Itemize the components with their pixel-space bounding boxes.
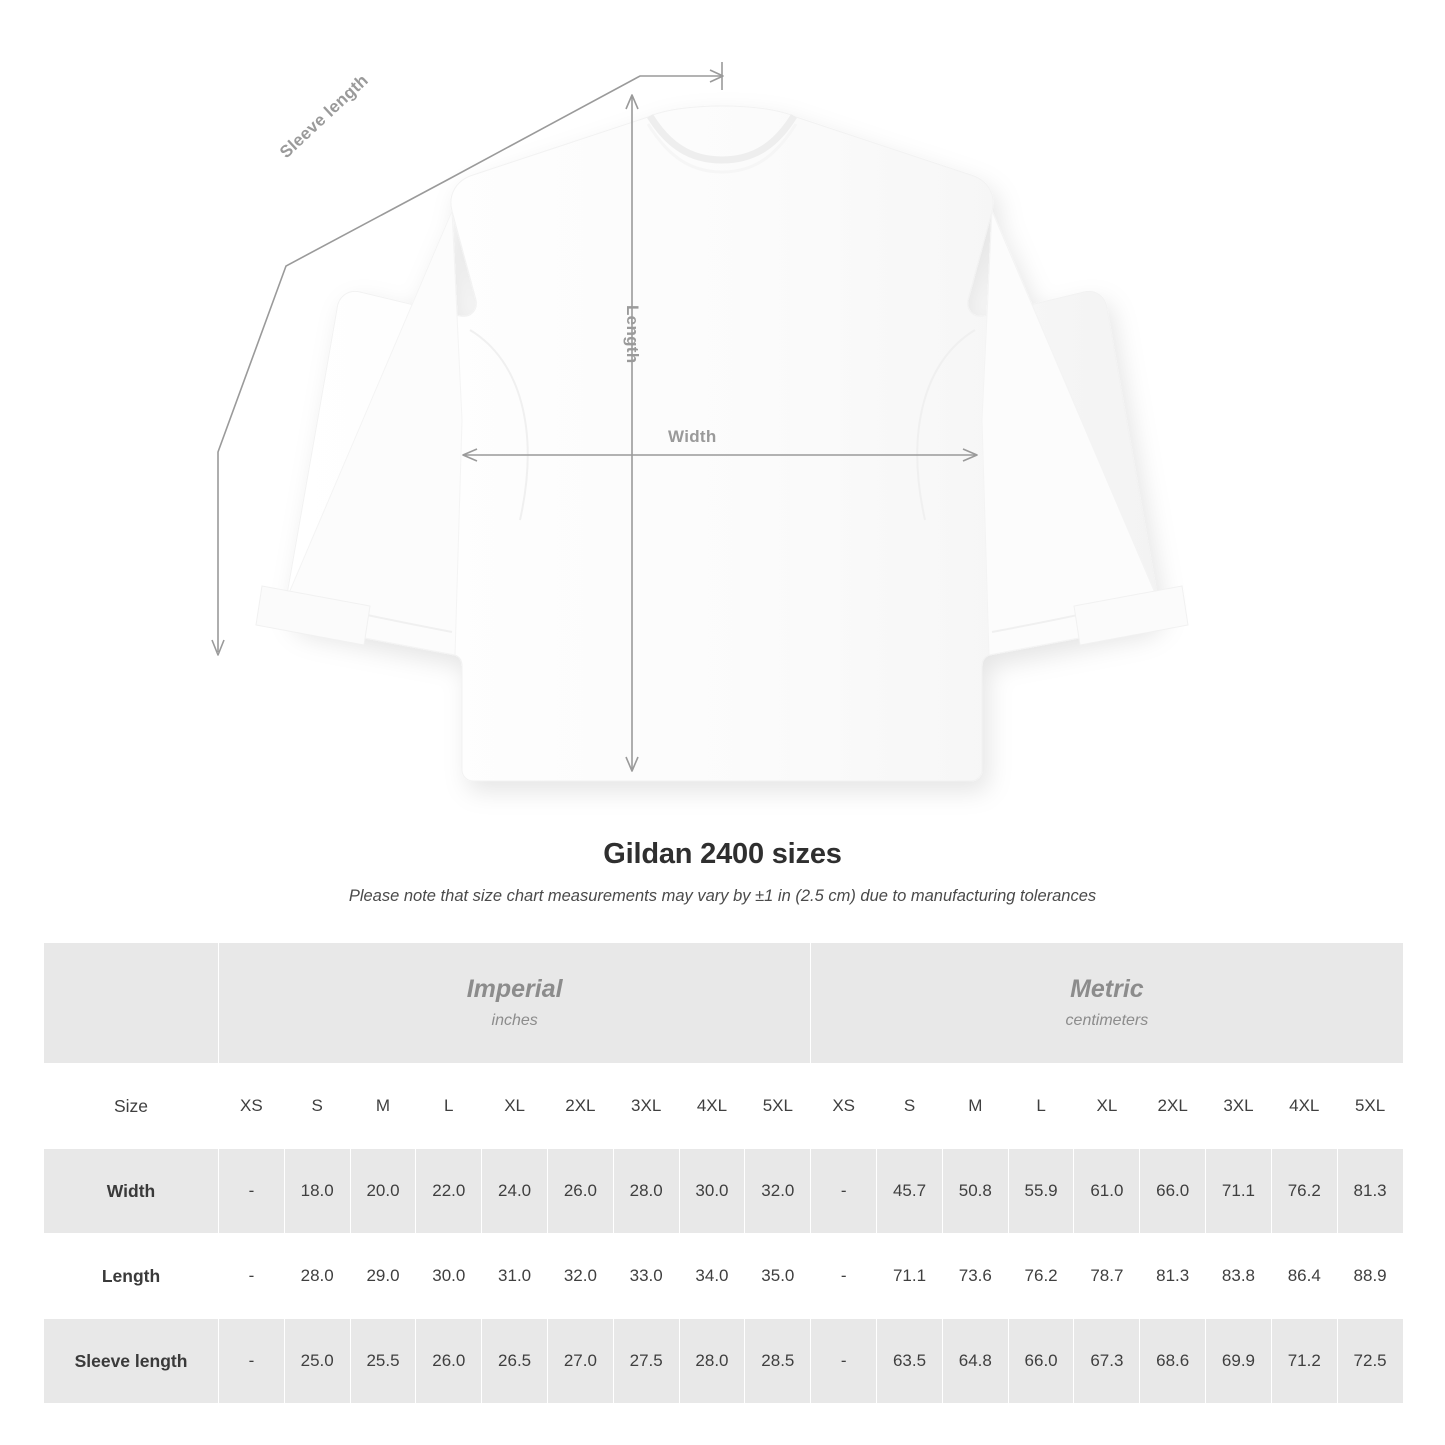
cell-width-imperial-5xl: 32.0 — [745, 1149, 811, 1234]
cell-sleeve-metric-4xl: 71.2 — [1271, 1319, 1337, 1404]
cell-length-metric-5xl: 88.9 — [1337, 1234, 1403, 1319]
cell-sleeve-metric-xs: - — [811, 1319, 877, 1404]
cell-length-metric-xl: 78.7 — [1074, 1234, 1140, 1319]
corner-cell — [44, 943, 219, 1064]
cell-length-metric-4xl: 86.4 — [1271, 1234, 1337, 1319]
cell-sleeve-imperial-3xl: 27.5 — [613, 1319, 679, 1404]
cell-length-metric-3xl: 83.8 — [1206, 1234, 1272, 1319]
cell-length-imperial-3xl: 33.0 — [613, 1234, 679, 1319]
header-imperial-l: L — [416, 1064, 482, 1149]
cell-sleeve-imperial-m: 25.5 — [350, 1319, 416, 1404]
header-imperial-2xl: 2XL — [547, 1064, 613, 1149]
cell-width-metric-xl: 61.0 — [1074, 1149, 1140, 1234]
shirt-body — [286, 106, 1159, 781]
header-imperial-m: M — [350, 1064, 416, 1149]
system-metric-unit: centimeters — [1065, 1011, 1149, 1029]
cell-sleeve-imperial-xs: - — [219, 1319, 285, 1404]
table-row — [44, 1319, 1404, 1404]
header-imperial-xs: XS — [219, 1064, 285, 1149]
cell-width-metric-2xl: 66.0 — [1140, 1149, 1206, 1234]
row-label-length: Length — [44, 1234, 219, 1319]
table-row — [44, 1149, 1404, 1234]
cell-width-metric-l: 55.9 — [1008, 1149, 1074, 1234]
unit-system-header-row — [44, 943, 1404, 1064]
cell-sleeve-imperial-4xl: 28.0 — [679, 1319, 745, 1404]
system-imperial — [219, 943, 811, 1064]
cell-width-imperial-xl: 24.0 — [482, 1149, 548, 1234]
cell-width-metric-m: 50.8 — [942, 1149, 1008, 1234]
cell-width-metric-4xl: 76.2 — [1271, 1149, 1337, 1234]
header-metric-m: M — [942, 1064, 1008, 1149]
header-metric-4xl: 4XL — [1271, 1064, 1337, 1149]
row-label-sleeve-length: Sleeve length — [44, 1319, 219, 1404]
cell-width-imperial-m: 20.0 — [350, 1149, 416, 1234]
system-imperial-unit: inches — [491, 1011, 538, 1029]
cell-width-imperial-3xl: 28.0 — [613, 1149, 679, 1234]
header-metric-l: L — [1008, 1064, 1074, 1149]
header-imperial-3xl: 3XL — [613, 1064, 679, 1149]
table-row — [44, 1234, 1404, 1319]
cell-width-imperial-l: 22.0 — [416, 1149, 482, 1234]
cell-width-imperial-s: 18.0 — [284, 1149, 350, 1234]
cell-sleeve-imperial-5xl: 28.5 — [745, 1319, 811, 1404]
cell-sleeve-metric-xl: 67.3 — [1074, 1319, 1140, 1404]
cell-length-metric-2xl: 81.3 — [1140, 1234, 1206, 1319]
cell-width-imperial-xs: - — [219, 1149, 285, 1234]
cell-sleeve-metric-s: 63.5 — [877, 1319, 943, 1404]
cell-width-imperial-2xl: 26.0 — [547, 1149, 613, 1234]
cell-sleeve-imperial-xl: 26.5 — [482, 1319, 548, 1404]
cell-sleeve-metric-m: 64.8 — [942, 1319, 1008, 1404]
cell-length-imperial-s: 28.0 — [284, 1234, 350, 1319]
header-metric-2xl: 2XL — [1140, 1064, 1206, 1149]
header-metric-5xl: 5XL — [1337, 1064, 1403, 1149]
cell-length-metric-l: 76.2 — [1008, 1234, 1074, 1319]
cell-sleeve-metric-3xl: 69.9 — [1206, 1319, 1272, 1404]
system-metric — [811, 943, 1403, 1064]
size-table — [43, 942, 1404, 1404]
row-label-width: Width — [44, 1149, 219, 1234]
cell-width-metric-3xl: 71.1 — [1206, 1149, 1272, 1234]
cell-sleeve-imperial-2xl: 27.0 — [547, 1319, 613, 1404]
header-imperial-4xl: 4XL — [679, 1064, 745, 1149]
cell-length-metric-m: 73.6 — [942, 1234, 1008, 1319]
system-metric-name: Metric — [1070, 975, 1144, 1004]
cell-sleeve-metric-l: 66.0 — [1008, 1319, 1074, 1404]
cell-length-imperial-xl: 31.0 — [482, 1234, 548, 1319]
header-imperial-xl: XL — [482, 1064, 548, 1149]
cell-sleeve-metric-2xl: 68.6 — [1140, 1319, 1206, 1404]
header-metric-s: S — [877, 1064, 943, 1149]
size-table-wrapper — [43, 942, 1402, 1404]
header-metric-xl: XL — [1074, 1064, 1140, 1149]
cell-length-metric-xs: - — [811, 1234, 877, 1319]
cell-length-imperial-xs: - — [219, 1234, 285, 1319]
cell-length-imperial-4xl: 34.0 — [679, 1234, 745, 1319]
cell-length-imperial-2xl: 32.0 — [547, 1234, 613, 1319]
cell-length-imperial-m: 29.0 — [350, 1234, 416, 1319]
cell-sleeve-metric-5xl: 72.5 — [1337, 1319, 1403, 1404]
label-length: Length — [623, 305, 642, 364]
cell-length-metric-s: 71.1 — [877, 1234, 943, 1319]
cell-length-imperial-l: 30.0 — [416, 1234, 482, 1319]
label-width: Width — [668, 427, 717, 446]
page-title: Gildan 2400 sizes — [603, 838, 842, 870]
cell-sleeve-imperial-l: 26.0 — [416, 1319, 482, 1404]
header-imperial-5xl: 5XL — [745, 1064, 811, 1149]
cell-width-metric-5xl: 81.3 — [1337, 1149, 1403, 1234]
system-imperial-name: Imperial — [466, 975, 563, 1004]
header-imperial-s: S — [284, 1064, 350, 1149]
cell-width-imperial-4xl: 30.0 — [679, 1149, 745, 1234]
header-metric-xs: XS — [811, 1064, 877, 1149]
label-sleeve-length: Sleeve length — [276, 70, 372, 162]
header-size-label: Size — [44, 1064, 219, 1149]
cell-width-metric-s: 45.7 — [877, 1149, 943, 1234]
cell-length-imperial-5xl: 35.0 — [745, 1234, 811, 1319]
header-metric-3xl: 3XL — [1206, 1064, 1272, 1149]
size-header-row — [44, 1064, 1404, 1149]
cell-width-metric-xs: - — [811, 1149, 877, 1234]
cell-sleeve-imperial-s: 25.0 — [284, 1319, 350, 1404]
tolerance-note: Please note that size chart measurements may vary by ±1 in (2.5 cm) due to manufacturing tolerances — [348, 887, 1097, 905]
